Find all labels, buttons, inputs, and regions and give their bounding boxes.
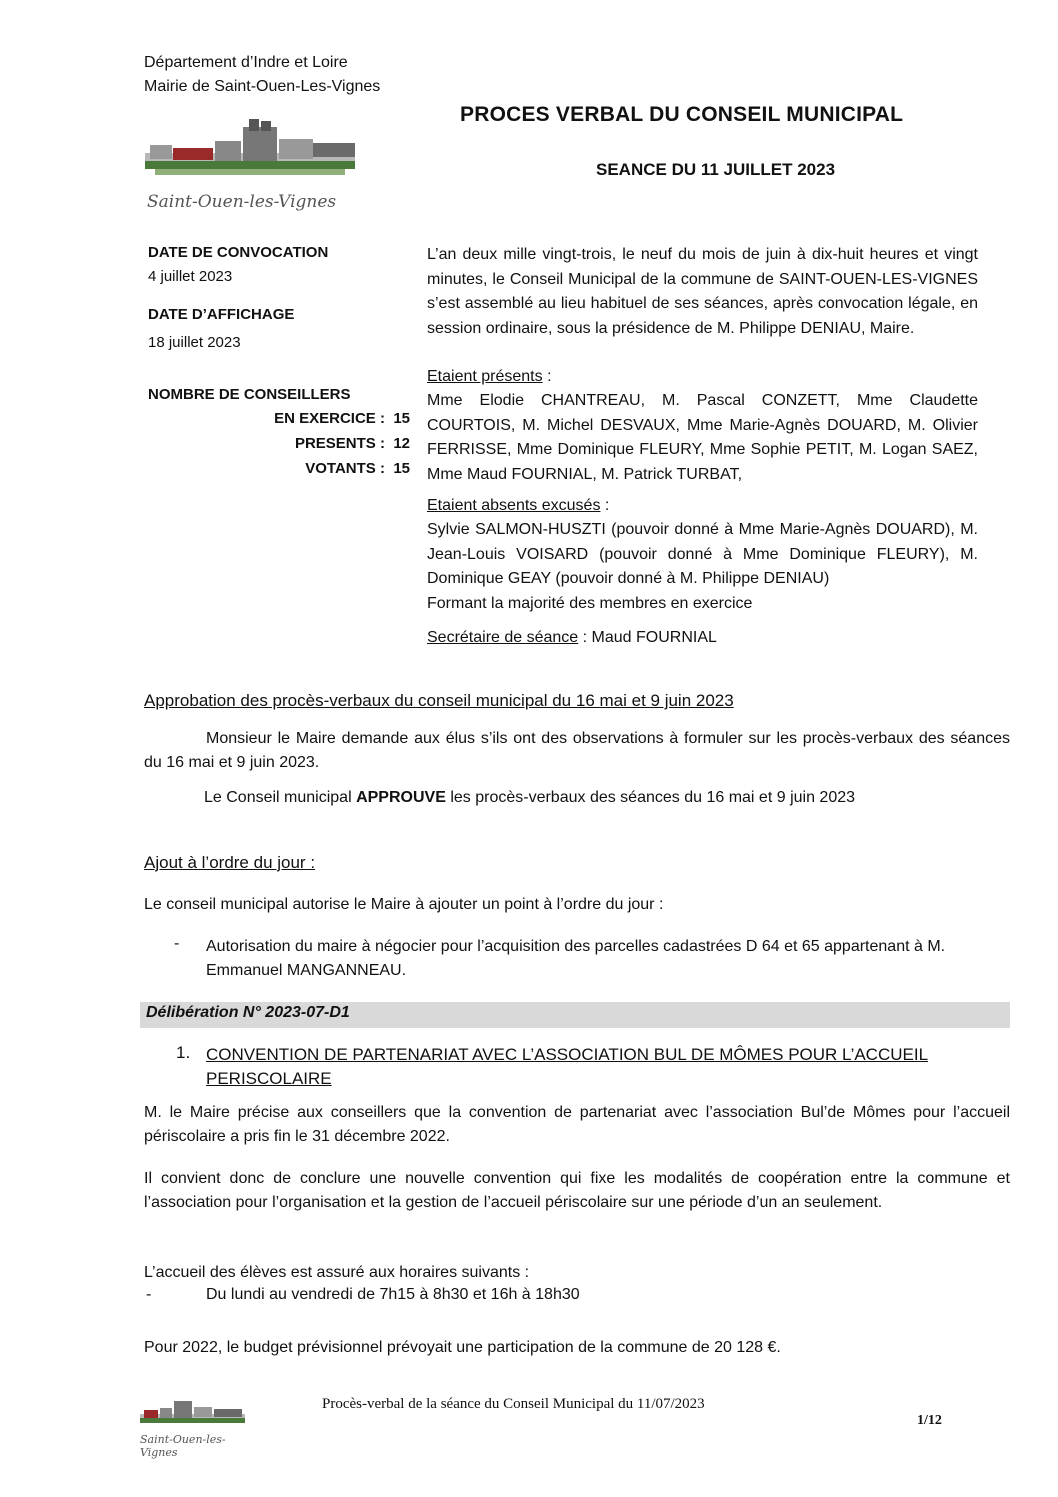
intro-paragraph: L’an deux mille vingt-trois, le neuf du mois de juin à dix-huit heures et vingt minutes, le Conseil Municipal de la commune de SAINT-OUEN-LES-VIGNES s’est assemblé au lieu habituel de ses séances, après convocation légale, en session ordinaire, sous la présidence de M. Philippe DENIAU, Maire.	[427, 246, 978, 337]
village-logo	[145, 115, 365, 215]
absents-heading-colon: :	[600, 497, 610, 514]
approbation-decision	[204, 786, 1004, 810]
deliberation-paragraph-1: M. le Maire précise aux conseillers que la convention de partenariat avec l’association Bul’de Mômes pour l’accueil périscolaire a pris fin le 31 décembre 2022.	[144, 1104, 1010, 1145]
convocation-label: DATE DE CONVOCATION	[148, 244, 329, 261]
affichage-label: DATE D’AFFICHAGE	[148, 306, 295, 323]
convocation-date: 4 juillet 2023	[148, 268, 233, 285]
secretaire-line	[427, 626, 978, 651]
absents-heading	[427, 494, 978, 519]
presents-label: PRESENTS :	[294, 435, 385, 452]
exercice-label: EN EXERCICE :	[274, 410, 385, 427]
logo-caption: Saint-Ouen-les-Vignes	[147, 192, 337, 212]
ajout-bullet-dash: -	[174, 935, 180, 952]
affichage-date: 18 juillet 2023	[148, 334, 241, 351]
votants-label: VOTANTS :	[305, 460, 385, 477]
presents-heading	[427, 365, 978, 390]
count-row-exercice	[260, 410, 410, 427]
deliberation-bullet-text: Du lundi au vendredi de 7h15 à 8h30 et 16h à 18h30	[206, 1286, 580, 1303]
presents-heading-text: Etaient présents	[427, 368, 543, 385]
footer-logo	[140, 1396, 260, 1459]
presents-heading-colon: :	[542, 368, 552, 385]
secretaire-label: Secrétaire de séance	[427, 629, 579, 646]
deliberation-label: Délibération N° 2023-07-D1	[146, 1004, 350, 1021]
department-name: Département d’Indre et Loire	[144, 54, 348, 71]
deliberation-paragraph-3: L’accueil des élèves est assuré aux horaires suivants :	[144, 1264, 530, 1281]
absents-list: Sylvie SALMON-HUSZTI (pouvoir donné à Mme Marie-Agnès DOUARD), M. Jean-Louis VOISARD (pouvoir donné à Mme Dominique FLEURY), M. Dominique GEAY (pouvoir donné à M. Philippe DENIAU)	[427, 521, 978, 587]
deliberation-item-number: 1.	[176, 1043, 191, 1062]
count-row-votants	[260, 460, 410, 477]
page-number: 1/12	[917, 1413, 942, 1428]
deliberation-paragraph-2: Il convient donc de conclure une nouvelle convention qui fixe les modalités de coopération entre la commune et l’association pour l’organisation et la gestion de l’accueil périscolaire sur une période d’un an seulement.	[144, 1170, 1010, 1211]
deliberation-paragraph-4: Pour 2022, le budget prévisionnel prévoyait une participation de la commune de 20 128 €.	[144, 1339, 781, 1356]
deliberation-item-title: CONVENTION DE PARTENARIAT AVEC L’ASSOCIATION BUL DE MÔMES POUR L’ACCUEIL PERISCOLAIRE	[206, 1045, 929, 1088]
presents-value: 12	[393, 435, 410, 452]
presents-list: Mme Elodie CHANTREAU, M. Pascal CONZETT, Mme Claudette COURTOIS, M. Michel DESVAUX, Mme Marie-Agnès DOUARD, M. Olivier FERRISSE, Mme Dominique FLEURY, Mme Sophie PETIT, M. Logan SAEZ, Mme Maud FOURNIAL, M. Patrick TURBAT,	[427, 392, 978, 483]
ajout-title: Ajout à l’ordre du jour :	[144, 853, 316, 872]
approbation-decision-verb: APPROUVE	[356, 789, 446, 806]
nombre-conseillers-label: NOMBRE DE CONSEILLERS	[148, 386, 351, 403]
approbation-paragraph: Monsieur le Maire demande aux élus s’ils ont des observations à formuler sur les procès-verbaux des séances du 16 mai et 9 juin 2023.	[144, 730, 1010, 771]
majorite-text: Formant la majorité des membres en exercice	[427, 595, 753, 612]
approbation-decision-prefix: Le Conseil municipal	[204, 789, 357, 806]
ajout-bullet-text: Autorisation du maire à négocier pour l’acquisition des parcelles cadastrées D 64 et 65 appartenant à M. Emmanuel MANGANNEAU.	[206, 938, 946, 979]
footer-village-illustration-icon	[140, 1396, 250, 1428]
absents-heading-text: Etaient absents excusés	[427, 497, 601, 514]
deliberation-bullet-dash: -	[146, 1286, 152, 1303]
footer-text: Procès-verbal de la séance du Conseil Municipal du 11/07/2023	[322, 1396, 705, 1412]
secretaire-value: : Maud FOURNIAL	[578, 629, 717, 646]
votants-value: 15	[393, 460, 410, 477]
mairie-name: Mairie de Saint-Ouen-Les-Vignes	[144, 78, 381, 95]
document-subtitle: SEANCE DU 11 JUILLET 2023	[596, 160, 836, 179]
document-title: PROCES VERBAL DU CONSEIL MUNICIPAL	[460, 103, 904, 126]
approbation-title: Approbation des procès-verbaux du conseil municipal du 16 mai et 9 juin 2023	[144, 691, 734, 710]
approbation-decision-suffix: les procès-verbaux des séances du 16 mai et 9 juin 2023	[445, 789, 856, 806]
village-illustration-icon	[145, 115, 365, 185]
footer-logo-caption: Saint-Ouen-les-Vignes	[140, 1433, 226, 1459]
count-row-presents	[260, 435, 410, 452]
ajout-paragraph: Le conseil municipal autorise le Maire à ajouter un point à l’ordre du jour :	[144, 896, 664, 913]
exercice-value: 15	[393, 410, 410, 427]
